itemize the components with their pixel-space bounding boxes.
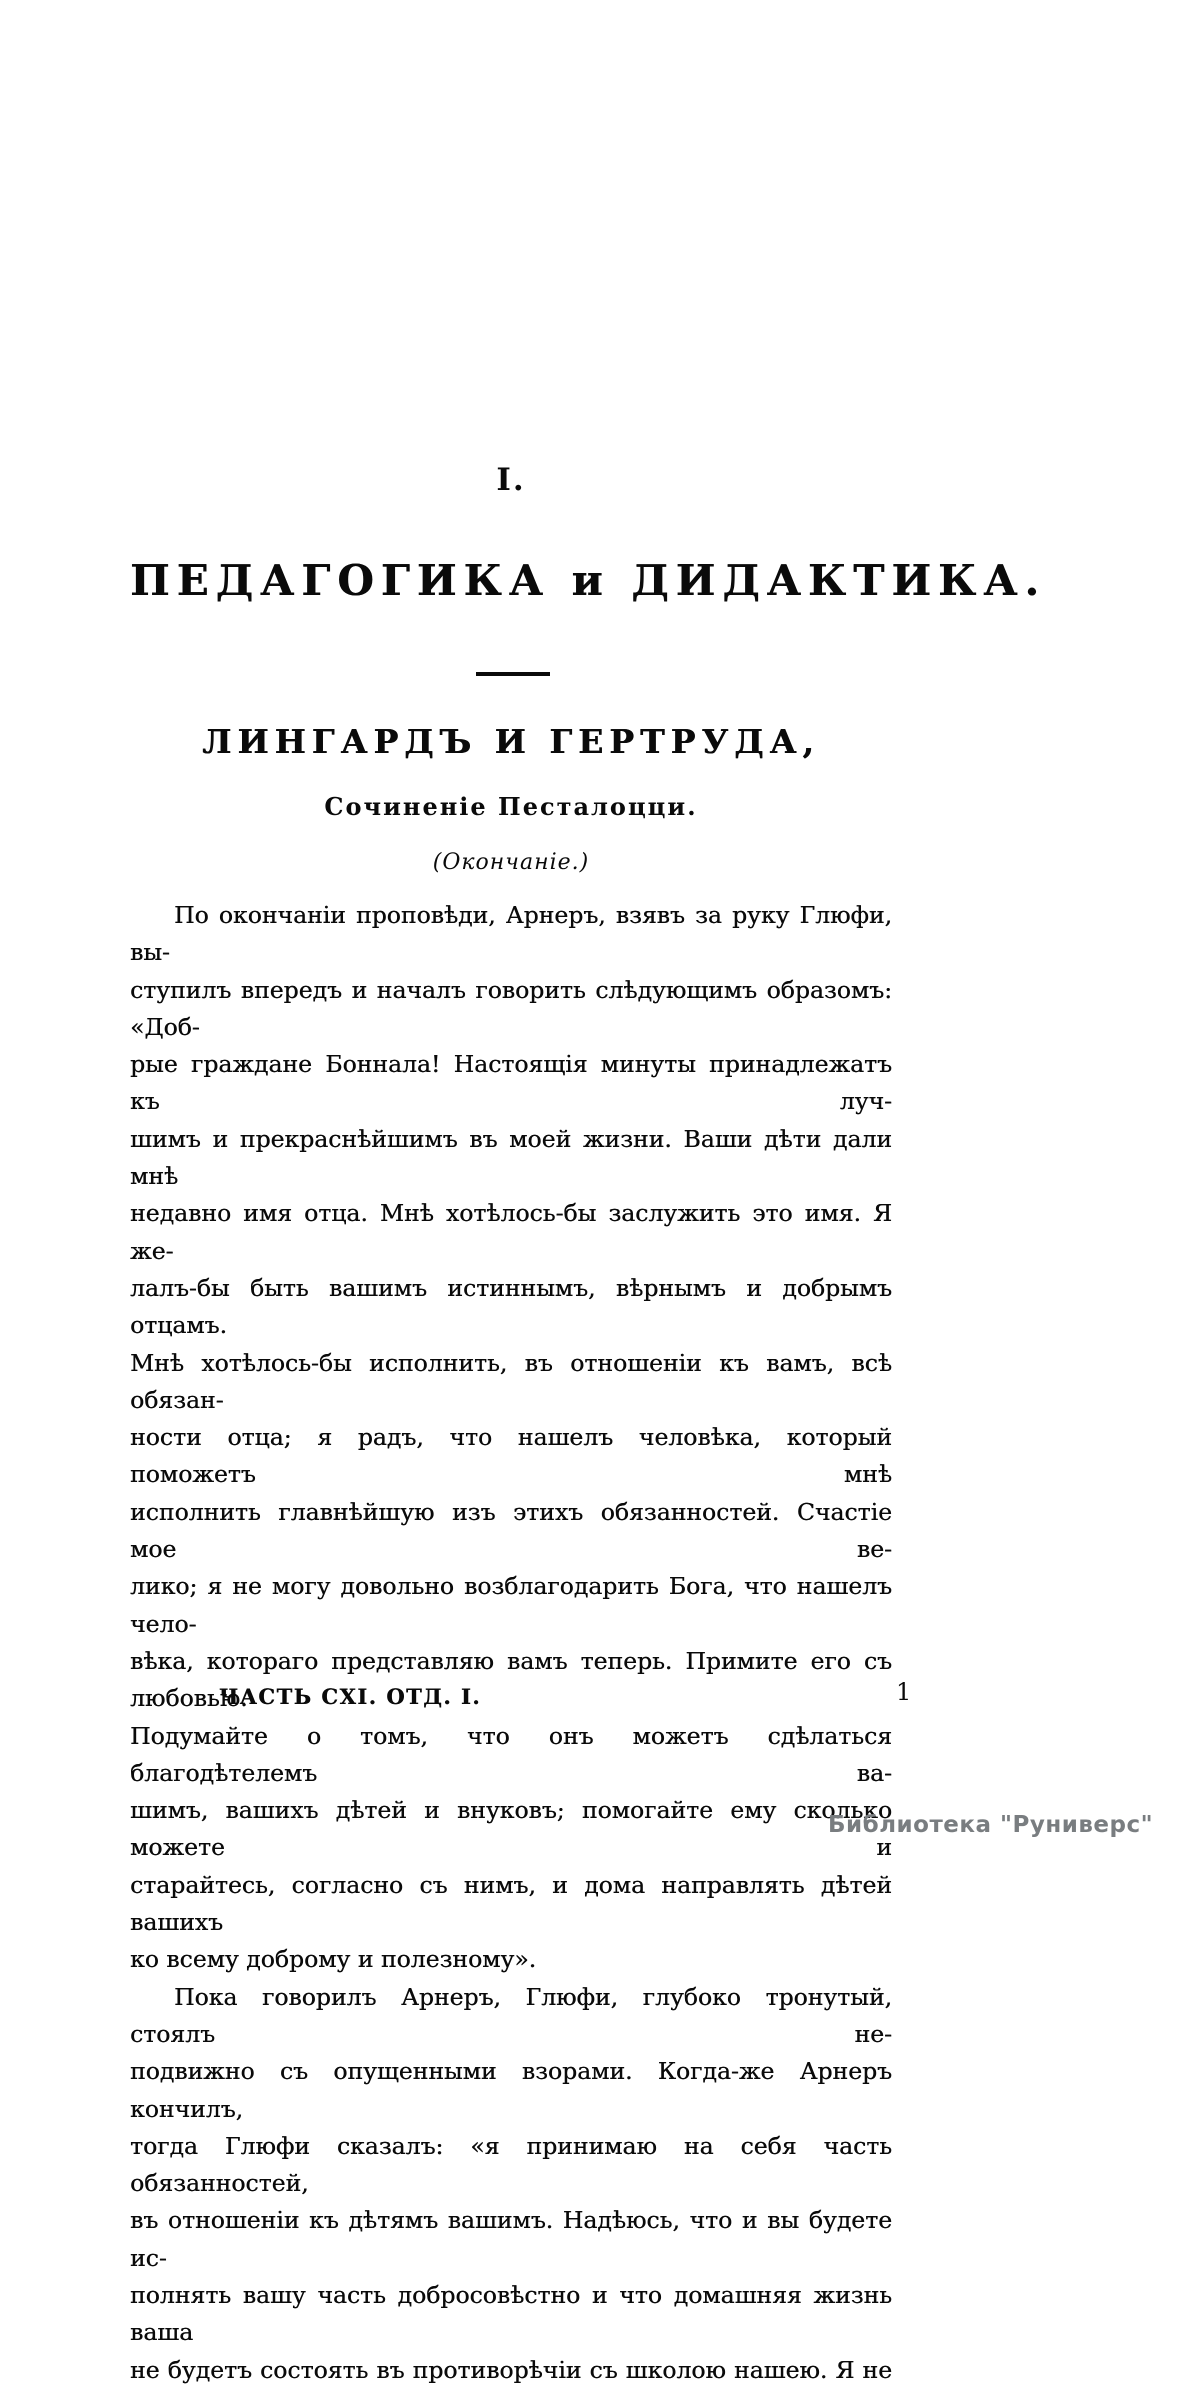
work-subtitle: Сочиненіе Песталоцци.	[324, 792, 698, 821]
text-line: лалъ-бы быть вашимъ истиннымъ, вѣрнымъ и добрымъ отцамъ.	[130, 1273, 892, 1340]
text-line: ко всему доброму и полезному».	[130, 1945, 537, 1974]
continuation-note: (Окончаніе.)	[432, 850, 590, 875]
text-line: вѣка, котораго представляю вамъ теперь. Примите его съ любовью.	[130, 1646, 892, 1713]
text-line: рые граждане Боннала! Настоящія минуты принадлежатъ къ луч-	[130, 1050, 892, 1116]
paragraph	[130, 1979, 892, 2389]
text-line: Пока говорилъ Арнеръ, Глюфи, глубоко тронутый, стоялъ не-	[130, 1982, 892, 2048]
paragraph	[130, 897, 892, 1979]
text-line: ступилъ впередъ и началъ говорить слѣдующимъ образомъ: «Доб-	[130, 975, 892, 1041]
text-line: тогда Глюфи сказалъ: «я принимаю на себя часть обязанностей,	[130, 2131, 892, 2198]
section-number: I.	[496, 462, 526, 498]
text-line: подвижно съ опущенными взорами. Когда-же Арнеръ кончилъ,	[130, 2057, 892, 2123]
text-line: ности отца; я радъ, что нашелъ человѣка, который поможетъ мнѣ	[130, 1423, 892, 1489]
text-line: Подумайте о томъ, что онъ можетъ сдѣлаться благодѣтелемъ ва-	[130, 1721, 892, 1787]
text-line: старайтесь, согласно съ нимъ, и дома направлять дѣтей вашихъ	[130, 1870, 892, 1937]
text-line: недавно имя отца. Мнѣ хотѣлось-бы заслужить это имя. Я же-	[130, 1199, 892, 1265]
body-text	[130, 897, 892, 2389]
text-line: Мнѣ хотѣлось-бы исполнить, въ отношеніи къ вамъ, всѣ обязан-	[130, 1348, 892, 1414]
text-line: исполнить главнѣйшую изъ этихъ обязанностей. Счастіе мое ве-	[130, 1497, 892, 1564]
library-watermark: Библиотека "Руниверс"	[828, 1812, 1154, 1838]
text-line: не будетъ состоять въ противорѣчіи съ школою нашею. Я не	[130, 2355, 892, 2384]
work-title: ЛИНГАРДЪ И ГЕРТРУДА,	[202, 722, 820, 761]
text-line: въ отношеніи къ дѣтямъ вашимъ. Надѣюсь, что и вы будете ис-	[130, 2206, 892, 2272]
footer-page-number: 1	[896, 1678, 912, 1706]
footer-volume-signature: ЧАСТЬ CXI. ОТД. I.	[219, 1684, 482, 1709]
text-line: По окончаніи проповѣди, Арнеръ, взявъ за руку Глюфи, вы-	[130, 901, 892, 967]
text-line: шимъ, вашихъ дѣтей и внуковъ; помогайте ему сколько можете и	[130, 1796, 892, 1862]
text-line: лико; я не могу довольно возблагодарить Бога, что нашелъ чело-	[130, 1572, 892, 1638]
text-line: шимъ и прекраснѣйшимъ въ моей жизни. Ваши дѣти дали мнѣ	[130, 1124, 892, 1191]
title-divider-rule	[476, 672, 550, 676]
text-line: полнять вашу часть добросовѣстно и что домашняя жизнь ваша	[130, 2280, 892, 2347]
page-title: ПЕДАГОГИКА и ДИДАКТИКА.	[130, 556, 1047, 605]
